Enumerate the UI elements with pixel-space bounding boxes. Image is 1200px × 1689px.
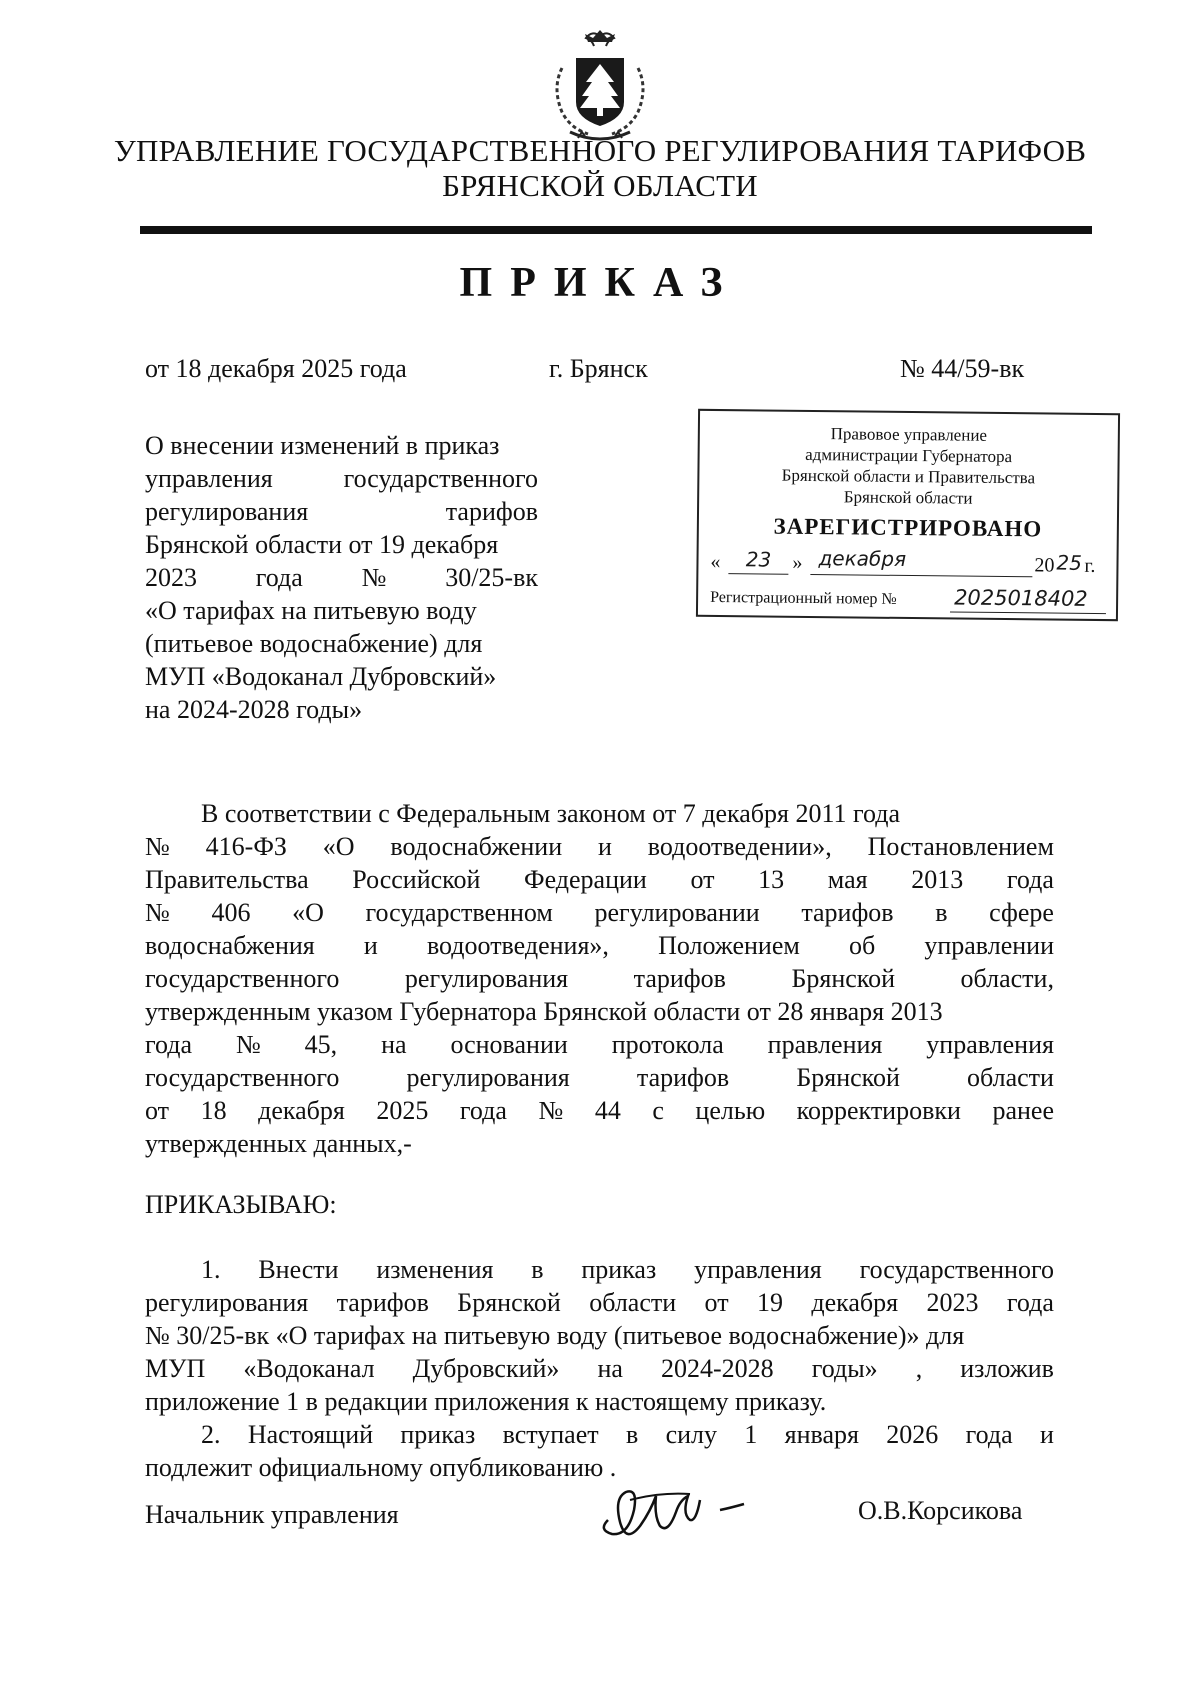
preamble-line (145, 929, 1054, 962)
stamp-line: Брянской области (843, 487, 973, 508)
body-word: сфере (989, 898, 1054, 927)
body-word: изменения (376, 1255, 494, 1284)
body-word: Федерации (524, 865, 647, 894)
body-word: регулировании (594, 898, 760, 927)
stamp-regno-row (710, 583, 1106, 615)
stamp-year-suffix: 25 (1056, 550, 1083, 575)
preamble-line: утвержденным указом Губернатора Брянской области от 28 января 2013 (145, 997, 943, 1026)
stamp-year-prefix: 20 (1034, 554, 1055, 577)
body-word: тарифов (636, 1063, 730, 1092)
subject-word: № (361, 563, 387, 592)
stamp-regno-value: 2025018402 (954, 585, 1088, 611)
body-word: на (381, 1030, 407, 1059)
body-word: управления (694, 1255, 822, 1284)
item1-line (145, 1352, 1054, 1385)
body-word: «О (292, 898, 324, 927)
body-word: приказ (400, 1420, 476, 1449)
stamp-regno-label: Регистрационный номер № (710, 588, 897, 608)
body-word: водоотведения», (426, 931, 609, 960)
body-word: с (652, 1096, 664, 1125)
body-word: от (690, 865, 715, 894)
body-word: тарифов (336, 1288, 429, 1317)
stamp-quote-close: » (792, 551, 803, 574)
stamp-month-underline (810, 574, 1032, 577)
body-word: 406 (211, 898, 251, 927)
body-word: об (848, 931, 876, 960)
body-word: изложив (960, 1354, 1054, 1383)
body-word: года (1006, 865, 1054, 894)
body-word: 2. (201, 1420, 221, 1449)
body-word: правления (767, 1030, 883, 1059)
body-word: Постановлением (867, 832, 1054, 861)
body-word: корректировки (796, 1096, 961, 1125)
body-word: января (784, 1420, 859, 1449)
item1-line (145, 1286, 1054, 1319)
signatory-title: Начальник управления (145, 1500, 399, 1529)
preamble-line (145, 1094, 1054, 1127)
authority-name-line1: УПРАВЛЕНИЕ ГОСУДАРСТВЕННОГО РЕГУЛИРОВАНИЯ ТАРИФОВ (113, 133, 1087, 168)
item1-line (145, 1253, 1054, 1286)
body-word: управлении (924, 931, 1054, 960)
body-word: Брянской (791, 964, 896, 993)
body-word: Российской (352, 865, 481, 894)
body-word: тарифов (633, 964, 726, 993)
body-word: 2013 (911, 865, 964, 894)
order-word: ПРИКАЗЫВАЮ: (145, 1190, 337, 1219)
preamble-line (145, 1061, 1054, 1094)
body-word: 2023 (926, 1288, 979, 1317)
subject-line: (питьевое водоснабжение) для (145, 629, 483, 658)
body-word: 416-ФЗ (205, 832, 287, 861)
body-word: Настоящий (247, 1420, 374, 1449)
body-word: и (1040, 1420, 1054, 1449)
subject-line: МУП «Водоканал Дубровский» (145, 662, 497, 691)
body-word: В соответствии с Федеральным законом от 7 декабря 2011 года (201, 799, 901, 828)
body-word: № (235, 1030, 261, 1059)
subject-word: 30/25-вк (445, 563, 538, 592)
preamble-line: утвержденных данных,- (145, 1129, 412, 1158)
preamble-paragraph (145, 797, 1054, 1160)
item1-line: № 30/25-вк «О тарифах на питьевую воду (питьевое водоснабжение)» для (145, 1321, 965, 1350)
stamp-day-underline (728, 573, 788, 575)
body-word: Брянской (457, 1288, 561, 1317)
stamp-line: Брянской области и Правительства (781, 465, 1036, 488)
body-word: водоснабжении (390, 832, 563, 861)
subject-word: государственного (343, 464, 538, 493)
body-word: МУП (145, 1354, 206, 1383)
body-word: годы» (811, 1354, 878, 1383)
header-divider (140, 226, 1092, 234)
body-word: тарифов (801, 898, 894, 927)
subject-word: 2023 (145, 563, 197, 592)
body-word: протокола (611, 1030, 724, 1059)
subject-word: регулирования (145, 497, 309, 526)
body-word: «О (322, 832, 355, 861)
item2-line (145, 1418, 1054, 1451)
body-word: 44 (594, 1096, 621, 1125)
body-word: области (967, 1063, 1054, 1092)
subject-line (145, 561, 538, 594)
body-word: 18 (200, 1096, 227, 1125)
signature-icon (590, 1470, 770, 1550)
body-word: регулирования (406, 1063, 570, 1092)
preamble-line (145, 797, 1054, 830)
document-title: ПРИКАЗ (459, 260, 741, 306)
body-word: 2024-2028 (660, 1354, 774, 1383)
body-word: в (625, 1420, 639, 1449)
body-word: водоотведении», (647, 832, 832, 861)
subject-word: года (255, 563, 303, 592)
authority-name-line2: БРЯНСКОЙ ОБЛАСТИ (442, 168, 758, 203)
body-word: государственного (145, 1063, 340, 1092)
subject-line: «О тарифах на питьевую воду (145, 596, 477, 625)
preamble-line (145, 830, 1054, 863)
body-word: 1 (744, 1420, 758, 1449)
body-word: года (459, 1096, 507, 1125)
stamp-year-label: г. (1084, 554, 1096, 577)
subject-line: Брянской области от 19 декабря (145, 530, 499, 559)
body-word: от (704, 1288, 729, 1317)
body-word: № (145, 832, 170, 861)
subject-line: О внесении изменений в приказ (145, 431, 500, 460)
body-word: силу (665, 1420, 717, 1449)
body-word: целью (695, 1096, 766, 1125)
body-word: 45, (304, 1030, 338, 1059)
body-word: управления (926, 1030, 1054, 1059)
body-word: Брянской (796, 1063, 900, 1092)
stamp-registered: ЗАРЕГИСТРИРОВАНО (773, 513, 1043, 542)
body-word: в (935, 898, 948, 927)
stamp-month: декабря (818, 546, 907, 571)
body-word: области (589, 1288, 677, 1317)
item1-line: приложение 1 в редакции приложения к настоящему приказу. (145, 1387, 827, 1416)
body-word: 1. (201, 1255, 221, 1284)
body-word: года (965, 1420, 1013, 1449)
order-date: от 18 декабря 2025 года (145, 354, 407, 383)
order-items (145, 1253, 1054, 1484)
body-word: года (145, 1030, 193, 1059)
coat-of-arms-icon (540, 28, 660, 146)
body-word: водоснабжения (145, 931, 315, 960)
subject-line (145, 462, 538, 495)
body-word: регулирования (145, 1288, 309, 1317)
body-word: от (145, 1096, 170, 1125)
preamble-line (145, 863, 1054, 896)
body-word: 2026 (886, 1420, 939, 1449)
body-word: декабря (258, 1096, 345, 1125)
stamp-quote-open: « (710, 550, 721, 574)
body-word: № (145, 898, 170, 927)
body-word: «Водоканал (243, 1354, 375, 1383)
preamble-line (145, 1028, 1054, 1061)
preamble-line (145, 962, 1054, 995)
body-word: 13 (758, 865, 785, 894)
body-word: Правительства (145, 865, 309, 894)
body-word: Внести (258, 1255, 339, 1284)
body-word: вступает (502, 1420, 599, 1449)
body-word: в (531, 1255, 544, 1284)
stamp-day: 23 (745, 547, 772, 572)
subject-line: на 2024-2028 годы» (145, 695, 363, 724)
body-word: и (363, 931, 378, 960)
body-word: и (597, 832, 612, 861)
body-word: области, (960, 964, 1054, 993)
subject-word: управления (145, 464, 273, 493)
registration-stamp (696, 409, 1120, 621)
order-city: г. Брянск (549, 354, 648, 383)
body-word: государственном (365, 898, 553, 927)
stamp-line: Правовое управление (830, 424, 988, 445)
body-word: на (597, 1354, 623, 1383)
item2-line: подлежит официальному опубликованию . (145, 1453, 617, 1482)
body-word: года (1006, 1288, 1054, 1317)
body-word: ранее (992, 1096, 1054, 1125)
stamp-line: администрации Губернатора (805, 444, 1013, 467)
body-word: мая (827, 865, 868, 894)
body-word: Дубровский» (412, 1354, 560, 1383)
body-word: государственного (145, 964, 340, 993)
body-word: 19 (756, 1288, 783, 1317)
body-word: регулирования (404, 964, 569, 993)
body-word: приказ (581, 1255, 657, 1284)
stamp-regno-underline (950, 611, 1106, 614)
body-word: 2025 (376, 1096, 429, 1125)
body-word: , (915, 1354, 923, 1383)
stamp-date-row (710, 546, 1106, 583)
body-word: государственного (859, 1255, 1054, 1284)
body-word: декабря (811, 1288, 899, 1317)
subject-line (145, 495, 538, 528)
subject-word: тарифов (445, 497, 538, 526)
order-subject (145, 429, 538, 726)
order-number: № 44/59-вк (900, 354, 1025, 383)
body-word: основании (450, 1030, 568, 1059)
signatory-name: О.В.Корсикова (858, 1496, 1023, 1525)
body-word: № (538, 1096, 564, 1125)
preamble-line (145, 896, 1054, 929)
body-word: Положением (658, 931, 800, 960)
